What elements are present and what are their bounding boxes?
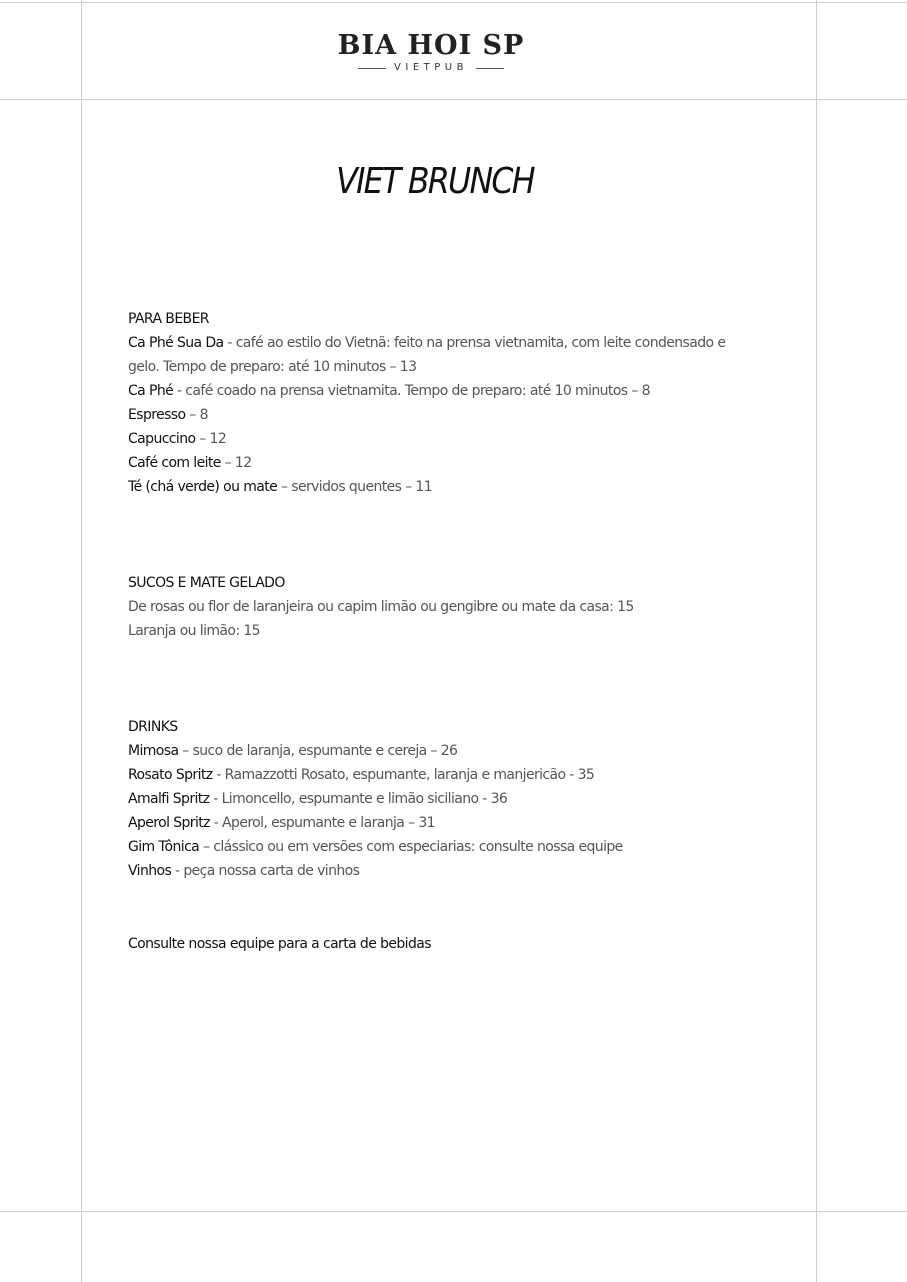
item-name: Amalfi Spritz <box>128 791 210 807</box>
item-name: Ca Phé <box>128 383 174 399</box>
item-separator: – <box>199 839 214 855</box>
menu-item: Capuccino – 12 <box>128 431 227 447</box>
item-description: café coado na prensa vietnamita. Tempo de preparo: até 10 minutos – 8 <box>185 383 650 399</box>
item-description: Ramazzotti Rosato, espumante, laranja e manjericão - 35 <box>224 767 595 783</box>
menu-item <box>128 835 788 859</box>
crop-line-bottom <box>0 1211 907 1212</box>
menu-content <box>128 307 788 956</box>
item-price: 12 <box>234 455 252 471</box>
logo-name: BIA HOI SP <box>337 30 525 61</box>
item-name: Rosato Spritz <box>128 767 213 783</box>
item-price: 8 <box>199 407 208 423</box>
item-description: peça nossa carta de vinhos <box>183 863 360 879</box>
item-price: 12 <box>209 431 227 447</box>
item-description: suco de laranja, espumante e cereja – 26 <box>192 743 458 759</box>
item-separator: - <box>209 815 223 831</box>
item-name: Gim Tônica <box>128 839 200 855</box>
logo-rule-right <box>476 68 504 69</box>
section-heading-para-beber: PARA BEBER <box>128 311 209 327</box>
logo-tagline: VIETPUB <box>394 62 468 73</box>
crop-line-right <box>816 0 817 1282</box>
item-separator: - <box>209 791 222 807</box>
menu-item <box>128 763 788 787</box>
item-name: Vinhos <box>128 863 172 879</box>
crop-line-top <box>0 2 907 3</box>
item-description: clássico ou em versões com especiarias: consulte nossa equipe <box>213 839 623 855</box>
item-description: Limoncello, espumante e limão siciliano - 36 <box>221 791 508 807</box>
page-title: VIET BRUNCH <box>336 161 534 202</box>
brand-logo <box>331 30 531 74</box>
menu-item: Té (chá verde) ou mate – servidos quentes – 11 <box>128 479 433 495</box>
item-name: Aperol Spritz <box>128 815 210 831</box>
menu-item <box>128 811 788 835</box>
item-separator: - <box>212 767 225 783</box>
menu-item: Café com leite – 12 <box>128 455 252 471</box>
footer-note: Consulte nossa equipe para a carta de bebidas <box>128 936 431 952</box>
item-name: Café com leite <box>128 455 221 471</box>
menu-item <box>128 739 788 763</box>
item-name: Capuccino <box>128 431 196 447</box>
item-description: café ao estilo do Vietnã: feito na prensa vietnamita, com leite condensado e gelo. Tempo de preparo: até 10 minutos – 13 <box>128 335 726 375</box>
item-name: Ca Phé Sua Da <box>128 335 224 351</box>
item-separator: - <box>171 863 184 879</box>
item-name: Mimosa <box>128 743 179 759</box>
menu-item: Espresso – 8 <box>128 407 208 423</box>
crop-line-header <box>0 99 907 100</box>
menu-item: Ca Phé - café coado na prensa vietnamita. Tempo de preparo: até 10 minutos – 8 <box>128 383 650 399</box>
menu-item <box>128 787 788 811</box>
menu-line: Laranja ou limão: 15 <box>128 623 260 639</box>
item-name: Espresso <box>128 407 186 423</box>
menu-line: De rosas ou flor de laranjeira ou capim limão ou gengibre ou mate da casa: 15 <box>128 599 634 615</box>
item-description: Aperol, espumante e laranja – 31 <box>222 815 435 831</box>
crop-line-left <box>81 0 82 1282</box>
section-heading-sucos: SUCOS E MATE GELADO <box>128 575 285 591</box>
logo-tagline-row <box>331 62 531 74</box>
section-heading-drinks: DRINKS <box>128 719 178 735</box>
item-separator: – <box>178 743 193 759</box>
menu-item: Ca Phé Sua Da - café ao estilo do Vietnã: feito na prensa vietnamita, com leite condensado e gelo. Tempo de preparo: até 10 minutos – 13 <box>128 335 726 375</box>
item-name: Té (chá verde) ou mate <box>128 479 278 495</box>
item-description: servidos quentes – 11 <box>291 479 433 495</box>
logo-rule-left <box>358 68 386 69</box>
menu-item <box>128 859 788 883</box>
